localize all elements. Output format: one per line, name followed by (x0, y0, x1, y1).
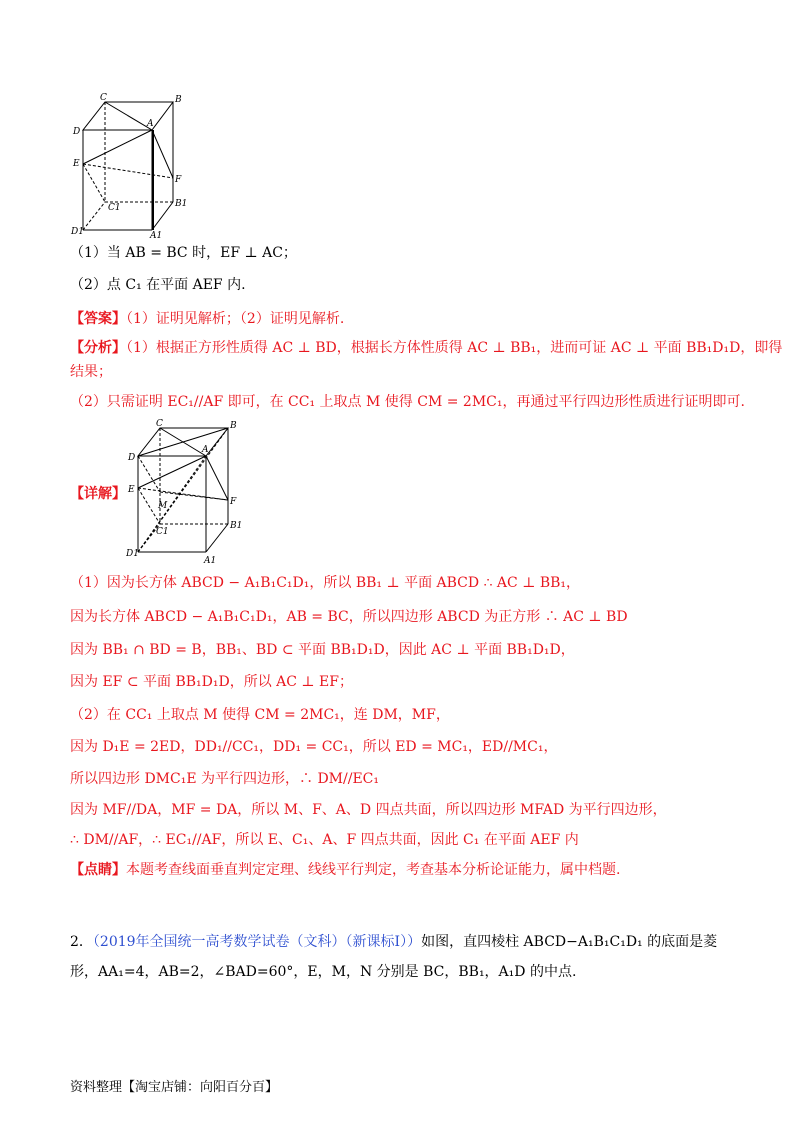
detail-line-1: （1）因为长方体 ABCD − A₁B₁C₁D₁，所以 BB₁ ⊥ 平面 ABCD ∴ AC ⊥ BB₁， (70, 575, 581, 591)
detail-tag: 【详解】 (70, 486, 126, 502)
answer-text: （1）证明见解析；（2）证明见解析. (126, 311, 345, 327)
label-A1: A1 (150, 231, 163, 240)
label2-C1: C1 (156, 527, 169, 537)
label-D: D (73, 127, 81, 137)
detail-line-3: 因为 BB₁ ∩ BD = B，BB₁、BD ⊂ 平面 BB₁D₁D，因此 AC ⊥ 平面 BB₁D₁D， (70, 642, 575, 658)
label2-C: C (156, 419, 163, 429)
label-C: C (100, 93, 107, 103)
figure-1 (68, 92, 188, 240)
label-C1: C1 (108, 203, 121, 213)
label2-D1: D1 (126, 549, 139, 559)
label-D1: D1 (71, 227, 84, 237)
answer-line (70, 309, 344, 329)
footer: 资料整理【淘宝店铺：向阳百分百】 (70, 1080, 279, 1095)
question-1: （1）当 AB = BC 时，EF ⊥ AC； (70, 245, 297, 261)
problem-2-source: （2019年全国统一高考数学试卷（文科）（新课标Ⅰ）） (92, 934, 422, 950)
analysis-text-1: （1）根据正方形性质得 AC ⊥ BD，根据长方体性质得 AC ⊥ BB₁，进而可证 AC ⊥ 平面 BB₁D₁D，即得 (126, 340, 783, 356)
detail-line-6: 因为 D₁E = 2ED，DD₁//CC₁，DD₁ = CC₁，所以 ED = MC₁，ED//MC₁， (70, 739, 558, 755)
figure-2 (126, 418, 246, 568)
label-F: F (175, 175, 182, 185)
analysis-line-2: （2）只需证明 EC₁//AF 即可，在 CC₁ 上取点 M 使得 CM = 2MC₁，再通过平行四边形性质进行证明即可. (70, 394, 745, 410)
label2-A: A (202, 445, 209, 455)
comment-text: 本题考查线面垂直判定定理、线线平行判定，考查基本分析论证能力，属中档题. (126, 862, 621, 878)
answer-tag: 【答案】 (70, 311, 126, 327)
label2-B1: B1 (230, 521, 243, 531)
label2-D: D (128, 453, 136, 463)
detail-line-7: 所以四边形 DMC₁E 为平行四边形，∴ DM//EC₁ (70, 771, 379, 787)
label2-B: B (230, 421, 237, 431)
problem-2-number: 2． (70, 934, 93, 950)
detail-line-9: ∴ DM//AF，∴ EC₁//AF，所以 E、C₁、A、F 四点共面，因此 C₁ 在平面 AEF 内 (70, 832, 579, 848)
problem-2-line-2: 形，AA₁=4，AB=2，∠BAD=60°，E，M，N 分别是 BC，BB₁，A₁D 的中点. (70, 964, 577, 980)
problem-2-line-1 (70, 932, 717, 952)
label-B: B (175, 95, 182, 105)
analysis-tag: 【分析】 (70, 340, 126, 356)
label2-F: F (230, 497, 237, 507)
label-E: E (73, 159, 80, 169)
detail-line-5: （2）在 CC₁ 上取点 M 使得 CM = 2MC₁，连 DM，MF， (70, 707, 450, 723)
comment-tag: 【点睛】 (70, 862, 126, 878)
analysis-line-1b: 结果； (70, 364, 112, 380)
label-A: A (147, 119, 154, 129)
label-B1: B1 (175, 199, 188, 209)
question-2: （2）点 C₁ 在平面 AEF 内. (70, 277, 246, 293)
detail-line-4: 因为 EF ⊂ 平面 BB₁D₁D，所以 AC ⊥ EF； (70, 674, 353, 690)
detail-line-2: 因为长方体 ABCD − A₁B₁C₁D₁，AB = BC，所以四边形 ABCD 为正方形 ∴ AC ⊥ BD (70, 609, 628, 625)
detail-line-8: 因为 MF//DA，MF = DA，所以 M、F、A、D 四点共面，所以四边形 MFAD 为平行四边形， (70, 802, 667, 818)
label2-A1: A1 (204, 556, 217, 566)
label2-E: E (128, 485, 135, 495)
label2-M: M (158, 501, 168, 511)
problem-2-text: 如图，直四棱柱 ABCD−A₁B₁C₁D₁ 的底面是菱 (421, 934, 718, 950)
comment-line (70, 860, 620, 880)
analysis-line-1 (70, 338, 782, 358)
